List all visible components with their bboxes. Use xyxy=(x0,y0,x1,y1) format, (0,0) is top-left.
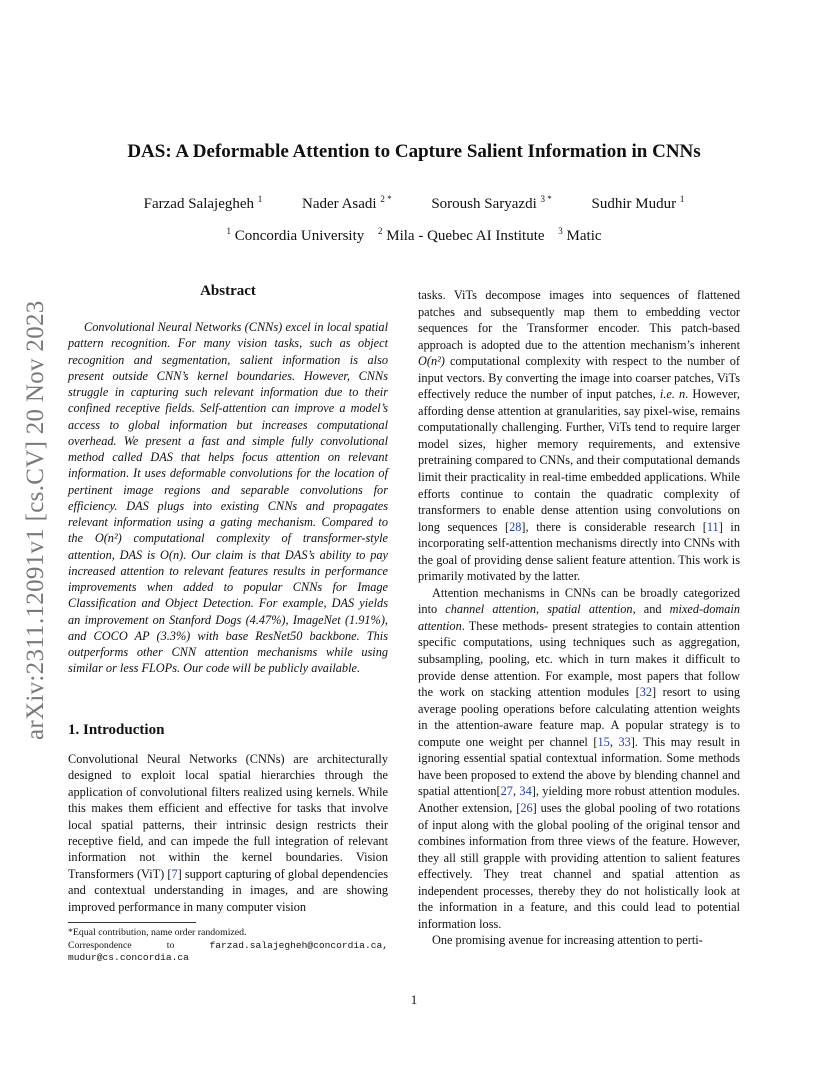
citation-link[interactable]: 34 xyxy=(519,784,532,799)
citation-link[interactable]: 7 xyxy=(171,866,178,881)
affiliation: $^2$ Mila - Quebec AI Institute xyxy=(378,226,545,244)
footnote-equal-contribution: *Equal contribution, name order randomized. xyxy=(68,927,247,938)
affiliation: $^1$ Concordia University xyxy=(226,226,365,244)
author-list xyxy=(0,196,828,213)
author: Soroush Saryazdi $^{3 *}$ xyxy=(431,194,552,212)
citation-link[interactable]: 32 xyxy=(639,685,653,700)
page-number: 1 xyxy=(410,992,418,1007)
author: Nader Asadi $^{2 *}$ xyxy=(302,194,392,212)
footnote-rule xyxy=(68,922,196,923)
citation-link[interactable]: 11 xyxy=(706,519,719,534)
paper-title: DAS: A Deformable Attention to Capture Salient Information in CNNs xyxy=(127,141,701,162)
citation-link[interactable]: 27 xyxy=(500,784,513,799)
citation-link[interactable]: 26 xyxy=(520,800,533,815)
affiliation: $^3$ Matic xyxy=(558,226,602,244)
citation-link[interactable]: 15 xyxy=(597,734,610,749)
email-link[interactable]: farzad.salajegheh@concordia.ca, xyxy=(209,939,388,951)
paragraph: One promising avenue for increasing attention to perti- xyxy=(432,933,703,948)
email-link[interactable]: mudur@cs.concordia.ca xyxy=(68,952,189,964)
abstract-heading: Abstract xyxy=(200,283,256,299)
introduction-paragraph: Convolutional Neural Networks (CNNs) are architecturally designed to exploit local spatial hierarchies through the application of convolutional filters realized using kernels. While this makes them efficient and effective for tasks that involve local spatial patterns, their intrinsic design restricts their receptive field, and can impede the full integration of relevant information not within the kernel boundaries. Vision Transformers (ViT) [7] support capturing of global dependencies and contextual understanding in images, and are showing improved performance in many computer vision xyxy=(68,752,389,914)
arxiv-identifier-stamp: arXiv:2311.12091v1 [cs.CV] 20 Nov 2023 xyxy=(22,300,49,740)
affiliation-list xyxy=(0,228,828,245)
paragraph: tasks. ViTs decompose images into sequences of flattened patches and subsequently map them to embedding vector sequences for the Transformer encoder. This patch-based approach is adopted due to the attention mechanism’s inherent O(n²) computational complexity with respect to the number of input vectors. By converting the image into coarser patches, ViTs effectively reduce the number of input patches, i.e. n. However, affording dense attention at granularities, say pixel-wise, remains computationally challenging. Further, ViTs tend to require larger model sizes, higher memory requirements, and extensive pretraining compared to CNNs, and their computational demands limit their practicality in real-time embedded applications. While efforts continue to contain the quadratic complexity of transformers to enable dense attention using convolutions on long sequences [28], there is considerable research [11] in incorporating self-attention mechanisms directly into CNNs with the goal of providing dense salient feature attention. This work is primarily motivated by the latter. xyxy=(418,288,741,584)
footnote xyxy=(68,927,388,965)
section-heading-introduction: 1. Introduction xyxy=(68,722,165,738)
citation-link[interactable]: 28 xyxy=(509,519,522,534)
citation-link[interactable]: 33 xyxy=(618,734,631,749)
right-column-text xyxy=(418,287,740,949)
author: Sudhir Mudur $^1$ xyxy=(591,194,685,212)
author: Farzad Salajegheh $^1$ xyxy=(143,194,263,212)
abstract-text: Convolutional Neural Networks (CNNs) excel in local spatial pattern recognition. For many vision tasks, such as object recognition and segmentation, salient information is also present outside CNN’s kernel boundaries. However, CNNs struggle in capturing such relevant information due to their confined receptive fields. Self-attention can improve a model’s access to global information but increases computational overhead. We present a fast and simple fully convolutional method called DAS that helps focus attention on relevant information. It uses deformable convolutions for the location of pertinent image regions and separable convolutions for efficiency. DAS plugs into existing CNNs and propagates relevant information using a gating mechanism. Compared to the O(n²) computational complexity of transformer-style attention, DAS is O(n). Our claim is that DAS’s ability to pay increased attention to relevant features results in performance improvements when added to popular CNNs for Image Classification and Object Detection. For example, DAS yields an improvement on Stanford Dogs (4.47%), ImageNet (1.91%), and COCO AP (3.3%) with base ResNet50 backbone. This outperforms other CNN attention mechanisms while using similar or less FLOPs. Our code will be publicly available. xyxy=(68,320,388,676)
paragraph: Attention mechanisms in CNNs can be broadly categorized into channel attention, spatial attention, and mixed-domain attention. These methods- present strategies to contain attention specific computations, using techniques such as aggregation, subsampling, pooling, etc. which in turn makes it difficult to provide dense attention. For example, most papers that follow the work on stacking attention modules [32] resort to using average pooling operations before calculating attention weights in the attention-aware feature map. A popular strategy is to compute one weight per channel [15, 33]. This may result in ignoring essential spatial contextual information. Some methods have been proposed to extend the above by blending channel and spatial attention[27, 34], yielding more robust attention modules. Another extension, [26] uses the global pooling of two rotations of input along with the global pooling of the original tensor and combines information from three views of the feature. However, they all still grapple with providing attention to salient features effectively. They treat channel and spatial attention as independent processes, thereby they do not holistically look at the information in a feature, and this could lead to potential information loss. xyxy=(418,585,741,931)
footnote-correspondence: Correspondence to farzad.salajegheh@concordia.ca, xyxy=(68,939,388,951)
